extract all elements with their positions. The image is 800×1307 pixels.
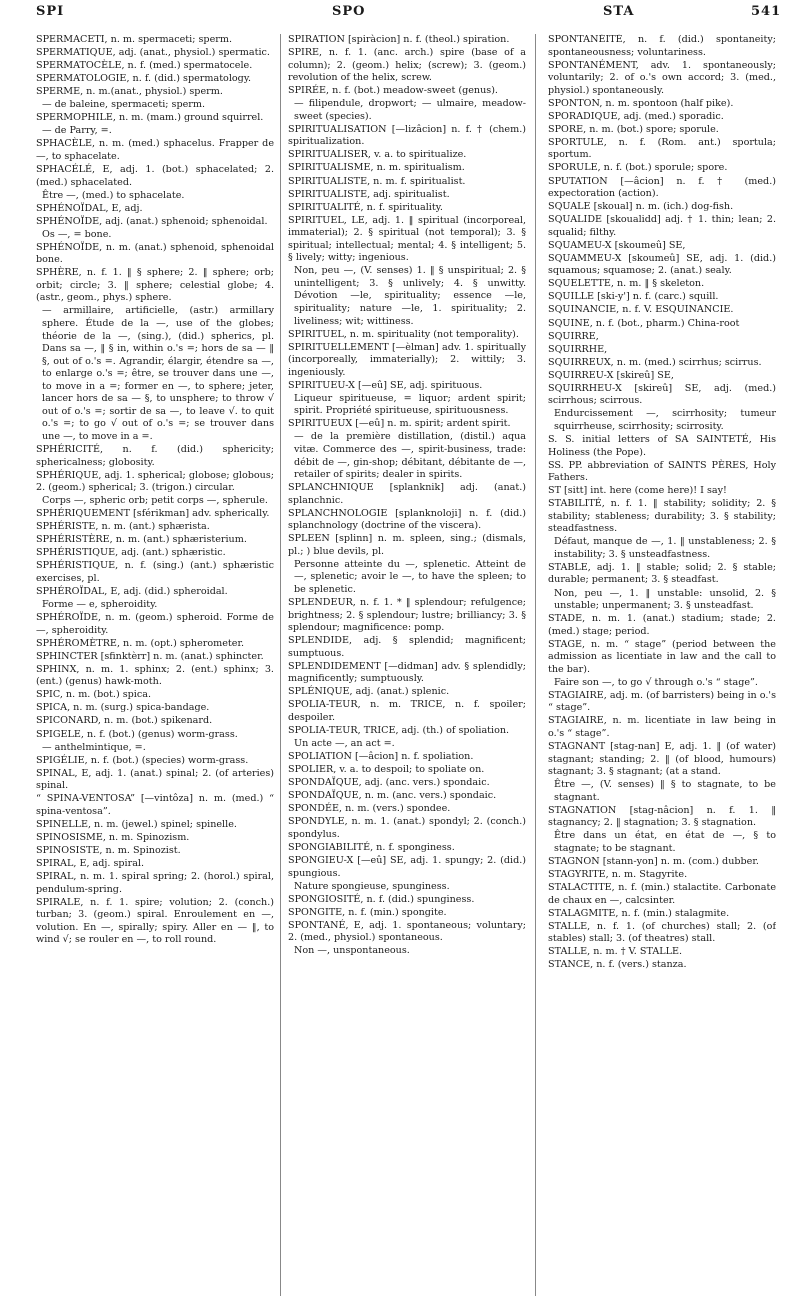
- dictionary-entry: Endurcissement —, scirrhosity; tumeur squirrheuse, scirrhosity; scirrosity.: [554, 408, 776, 432]
- dictionary-entry: SPLENDIDE, adj. § splendid; magnificent; sumptuous.: [288, 635, 526, 659]
- dictionary-entry: SPHÉRISTIQUE, n. f. (sing.) (ant.) sphæristic exercises, pl.: [36, 560, 274, 584]
- dictionary-entry: SPHACÉLÉ, E, adj. 1. (bot.) sphacelated; 2. (med.) sphacelated.: [36, 163, 274, 188]
- dictionary-entry: Forme — e, spheroidity.: [42, 599, 158, 611]
- dictionary-entry: STALACTITE, n. f. (min.) stalactite. Carbonate de chaux en —, calcsinter.: [548, 882, 776, 906]
- dictionary-entry: Être dans un état, en état de —, § to stagnate; to be stagnant.: [554, 830, 776, 854]
- dictionary-entry: SPIRE, n. f. 1. (anc. arch.) spire (base of a column); 2. (geom.) helix; (screw); 3. (geom.) revolution of the helix, screw.: [288, 47, 526, 84]
- dictionary-entry: SPUTATION [—âcion] n. f. † (med.) expectoration (action).: [548, 175, 776, 200]
- column-divider: [535, 34, 536, 1296]
- dictionary-entry: Nature spongieuse, spunginess.: [294, 880, 450, 892]
- dictionary-entry: SPIRAL, n. m. 1. spiral spring; 2. (horol.) spiral, pendulum-spring.: [36, 871, 274, 895]
- dictionary-entry: SPHÉRISTE, n. m. (ant.) sphæristа.: [36, 521, 210, 533]
- dictionary-entry: SPHÉROÏDAL, E, adj. (did.) spheroidal.: [36, 586, 228, 598]
- dictionary-entry: SPLENDIDEMENT [—didman] adv. § splendidly; magnificently; sumptuously.: [288, 660, 526, 685]
- dictionary-entry: SPONDYLE, n. m. 1. (anat.) spondyl; 2. (conch.) spondylus.: [288, 816, 526, 840]
- dictionary-entry: SQUIRREUX, n. m. (med.) scirrhus; scirrus.: [548, 356, 762, 368]
- dictionary-entry: SPONGITE, n. f. (min.) spongite.: [288, 906, 447, 918]
- dictionary-entry: Non, peu —, 1. ‖ unstable: unsolid, 2. § unstable; unpermanent; 3. § unsteadfast.: [554, 587, 776, 612]
- dictionary-entry: STAGNATION [stag-nâcion] n. f. 1. ‖ stagnancy; 2. ‖ stagnation; 3. § stagnation.: [548, 804, 776, 829]
- dictionary-entry: STAGYRITE, n. m. Stagyrite.: [548, 869, 688, 881]
- dictionary-entry: SPLEEN [splinn] n. m. spleen, sing.; (dismals, pl.; ) blue devils, pl.: [288, 533, 526, 557]
- dictionary-entry: — de Parry, =.: [42, 125, 112, 137]
- dictionary-entry: STAGE, n. m. “ stage” (period between the admission as licentiate in law and the call to the bar).: [548, 638, 776, 675]
- dictionary-entry: SPICA, n. m. (surg.) spica-bandage.: [36, 702, 210, 714]
- dictionary-entry: S. S. initial letters of SA SAINTETÉ, His Holiness (the Pope).: [548, 433, 776, 458]
- dictionary-entry: STAGNON [stann-yon] n. m. (com.) dubber.: [548, 856, 759, 867]
- dictionary-entry: SPLANCHNOLOGIE [splanknoloji] n. f. (did.) splanchnology (doctrine of the viscera).: [288, 507, 526, 532]
- dictionary-entry: SPIRITUALISATION [—lizâcion] n. f. † (chem.) spiritualization.: [288, 123, 526, 148]
- dictionary-entry: SPONGIOSITÉ, n. f. (did.) spunginess.: [288, 893, 475, 905]
- dictionary-entry: SPHÉRISTÈRE, n. m. (ant.) sphæristerium.: [36, 534, 247, 546]
- dictionary-entry: “ SPINA-VENTOSA” [—vintôza] n. m. (med.) “ spina-ventosa”.: [36, 793, 274, 817]
- dictionary-entry: SPIRITUEU-X [—eû] SE, adj. spirituous.: [288, 379, 483, 391]
- dictionary-entry: SPONDAÏQUE, n. m. (anc. vers.) spondaic.: [288, 790, 497, 802]
- dictionary-entry: SPIRITUALISER, v. a. to spiritualize.: [288, 149, 467, 161]
- dictionary-entry: SPERME, n. m.(anat., physiol.) sperm.: [36, 86, 223, 98]
- page-number: 541: [751, 4, 782, 19]
- dictionary-entry: STAGIAIRE, n. m. licentiate in law being in o.'s “ stage”.: [548, 715, 776, 740]
- dictionary-entry: SPIRÉE, n. f. (bot.) meadow-sweet (genus).: [288, 85, 498, 97]
- dictionary-entry: SPONGIABILITÉ, n. f. sponginess.: [288, 841, 455, 853]
- dictionary-entry: SPONTON, n. m. spontoon (half pike).: [548, 97, 734, 109]
- dictionary-entry: SPHÉNOÏDE, adj. (anat.) sphenoid; sphenoidal.: [36, 215, 268, 227]
- dictionary-entry: SQUALIDE [skoualidd] adj. † 1. thin; lean; 2. squalid; filthy.: [548, 214, 776, 238]
- dictionary-entry: Être —, (med.) to sphacelate.: [42, 189, 185, 201]
- dictionary-entry: SPIRALE, n. f. 1. spire; volution; 2. (conch.) turban; 3. (geom.) spiral. Enroulement en —, volution. En —, spirally; spiry. Aller en — ‖, to wind √; se rouler en —, to roll round.: [36, 896, 274, 946]
- dictionary-entry: SPHÉRIQUEMENT [sférikman] adv. spherically.: [36, 508, 270, 520]
- dictionary-entry: SPHÉRIQUE, adj. 1. spherical; globose; globous; 2. (geom.) spherical; 3. (trigon.) circular.: [36, 469, 274, 494]
- dictionary-entry: SPONTANÉ, E, adj. 1. spontaneous; voluntary; 2. (med., physiol.) spontaneous.: [288, 919, 526, 944]
- dictionary-entry: SQUINE, n. f. (bot., pharm.) China-root: [548, 317, 740, 329]
- dictionary-entry: STALLE, n. m. † V. STALLE.: [548, 946, 683, 958]
- dictionary-entry: SPINOSISTE, n. m. Spinozist.: [36, 844, 181, 856]
- dictionary-entry: Corps —, spheric orb; petit corps —, spherule.: [42, 495, 268, 507]
- dictionary-entry: SPINAL, E, adj. 1. (anat.) spinal; 2. (of arteries) spinal.: [36, 767, 274, 792]
- dictionary-entry: STAGNANT [stag-nan] E, adj. 1. ‖ (of water) stagnant; standing; 2. ‖ (of blood, humours) stagnant; 3. § stagnant; (at a stand.: [548, 741, 776, 778]
- dictionary-entry: SPORULE, n. f. (bot.) sporule; spore.: [548, 162, 728, 174]
- dictionary-entry: SPHACÈLE, n. m. (med.) sphacelus. Frapper de —, to sphacelate.: [36, 138, 274, 162]
- dictionary-entry: SPERMATOCÈLE, n. f. (med.) spermatocele.: [36, 60, 253, 72]
- dictionary-entry: SQUAMEU-X [skoumeû] SE,: [548, 239, 686, 251]
- dictionary-entry: SPOLIA-TEUR, TRICE, adj. (th.) of spoliation.: [288, 725, 510, 737]
- dictionary-entry: SPHÉNOÏDAL, E, adj.: [36, 202, 143, 214]
- dictionary-entry: SQUIRREU-X [skireû] SE,: [548, 369, 674, 381]
- dictionary-entry: SPORADIQUE, adj. (med.) sporadic.: [548, 110, 724, 122]
- dictionary-entry: SS. PP. abbreviation of SAINTS PÈRES, Holy Fathers.: [548, 459, 776, 484]
- dictionary-entry: Faire son —, to go √ through o.'s “ stage”.: [554, 676, 758, 688]
- dictionary-entry: SPERMACETI, n. m. spermaceti; sperm.: [36, 34, 232, 45]
- running-head-left: SPI: [36, 4, 65, 19]
- dictionary-entry: SPINOSISME, n. m. Spinozism.: [36, 831, 190, 843]
- dictionary-entry: SPINELLE, n. m. (jewel.) spinel; spinelle.: [36, 818, 237, 830]
- dictionary-entry: STALAGMITE, n. f. (min.) stalagmite.: [548, 907, 730, 919]
- dictionary-entry: — filipendule, dropwort; — ulmaire, meadow-sweet (species).: [294, 98, 526, 122]
- dictionary-entry: SPONDÉE, n. m. (vers.) spondee.: [288, 803, 451, 815]
- dictionary-entry: SPIRITUELLEMENT [—èlman] adv. 1. spiritually (incorporeally, immaterially); 2. wittily; 3. ingeniously.: [288, 341, 526, 378]
- dictionary-column-2: [288, 34, 526, 1300]
- dictionary-entry: SPIRITUALISTE, n. m. f. spiritualist.: [288, 175, 466, 187]
- dictionary-entry: SPIRITUEL, n. m. spirituality (not temporality).: [288, 328, 519, 340]
- dictionary-entry: SPHÉRISTIQUE, adj. (ant.) sphæristic.: [36, 547, 226, 559]
- dictionary-entry: ST [sitt] int. here (come here)! I say!: [548, 485, 727, 497]
- dictionary-entry: SPOLIA-TEUR, n. m. TRICE, n. f. spoiler; despoiler.: [288, 699, 526, 723]
- dictionary-entry: SPHINCTER [sfinktèrr] n. m. (anat.) sphincter.: [36, 650, 264, 662]
- dictionary-entry: SPONTANÉMENT, adv. 1. spontaneously; voluntarily; 2. of o.'s own accord; 3. (med., physiol.) spontaneously.: [548, 59, 776, 96]
- dictionary-entry: SPONGIEU-X [—eû] SE, adj. 1. spungy; 2. (did.) spungious.: [288, 855, 526, 879]
- dictionary-entry: SPIRITUALISME, n. m. spiritualism.: [288, 162, 465, 174]
- dictionary-entry: SQUELETTE, n. m. ‖ § skeleton.: [548, 278, 705, 290]
- dictionary-entry: — anthelmintique, =.: [42, 741, 146, 753]
- dictionary-entry: SPIRITUALITÉ, n. f. spirituality.: [288, 201, 443, 213]
- dictionary-entry: SPHÉROÏDE, n. m. (geom.) spheroid. Forme de —, spheroidity.: [36, 612, 274, 636]
- dictionary-entry: SPIGÉLIE, n. f. (bot.) (species) worm-grass.: [36, 754, 249, 766]
- dictionary-entry: SPORE, n. m. (bot.) spore; sporule.: [548, 123, 719, 135]
- dictionary-entry: SQUIRRE,: [548, 330, 599, 342]
- dictionary-entry: SPIRITUALISTE, adj. spiritualist.: [288, 188, 450, 200]
- dictionary-entry: SPHÉRICITÉ, n. f. (did.) sphericity; sphericalness; globosity.: [36, 444, 274, 468]
- dictionary-entry: SPHÉROMÈTRE, n. m. (opt.) spherometer.: [36, 637, 245, 649]
- dictionary-entry: SPONTANÉITÉ, n. f. (did.) spontaneity; spontaneousness; voluntariness.: [548, 34, 776, 58]
- dictionary-entry: SPHÈRE, n. f. 1. ‖ § sphere; 2. ‖ sphere; orb; orbit; circle; 3. ‖ sphere; celestial globe; 4. (astr., geom., phys.) sphere.: [36, 267, 274, 304]
- running-head-right: STA: [603, 4, 635, 19]
- dictionary-entry: Un acte —, an act =.: [294, 738, 395, 750]
- dictionary-entry: SQUIRRHE,: [548, 343, 608, 355]
- dictionary-entry: SQUIRRHEU-X [skireû] SE, adj. (med.) scirrhous; scirrous.: [548, 382, 776, 407]
- dictionary-entry: SPIGELE, n. f. (bot.) (genus) worm-grass.: [36, 728, 238, 740]
- dictionary-entry: SPORTULE, n. f. (Rom. ant.) sportula; sportum.: [548, 136, 776, 161]
- dictionary-entry: SPIRITUEL, LE, adj. 1. ‖ spiritual (incorporeal, immaterial); 2. § spiritual (not temporal); 3. § spiritual; intellectual; mental; 4. § intelligent; 5. § lively; witty; ingenious.: [288, 214, 526, 264]
- dictionary-entry: SQUAMMEU-X [skoumeû] SE, adj. 1. (did.) squamous; squamose; 2. (anat.) sealy.: [548, 252, 776, 277]
- dictionary-entry: SPIRATION [spiràcion] n. f. (theol.) spiration.: [288, 34, 510, 45]
- dictionary-column-3: [548, 34, 776, 1300]
- dictionary-entry: Personne atteinte du —, splenetic. Atteint de —, splenetic; avoir le —, to have the spleen; to be splenetic.: [294, 558, 526, 596]
- dictionary-entry: STANCE, n. f. (vers.) stanza.: [548, 959, 687, 971]
- dictionary-entry: SPIRAL, E, adj. spiral.: [36, 858, 145, 869]
- dictionary-column-1: [36, 34, 274, 1300]
- dictionary-entry: SPERMATIQUE, adj. (anat., physiol.) spermatic.: [36, 47, 270, 59]
- dictionary-entry: SPHÉNOÏDE, n. m. (anat.) sphenoid, sphenoidal bone.: [36, 241, 274, 266]
- dictionary-entry: SPICONARD, n. m. (bot.) spikenard.: [36, 715, 213, 727]
- dictionary-entry: SPOLIER, v. a. to despoil; to spoliate on.: [288, 764, 485, 776]
- dictionary-entry: Être —, (V. senses) ‖ § to stagnate, to be stagnant.: [554, 779, 776, 803]
- dictionary-entry: SQUALE [skoual] n. m. (ich.) dog-fish.: [548, 201, 734, 213]
- dictionary-entry: STABILITÉ, n. f. 1. ‖ stability; solidity; 2. § stability; stableness; durability; 3. § stability; steadfastness.: [548, 498, 776, 535]
- dictionary-entry: SPIRITUEUX [—eû] n. m. spirit; ardent spirit.: [288, 418, 511, 430]
- dictionary-entry: — de baleine, spermaceti; sperm.: [42, 99, 206, 111]
- running-head-center: SPO: [332, 4, 366, 19]
- column-divider: [280, 34, 281, 1296]
- dictionary-entry: SPONDAÏQUE, adj. (anc. vers.) spondaic.: [288, 777, 490, 789]
- dictionary-entry: STALLE, n. f. 1. (of churches) stall; 2. (of stables) stall; 3. (of theatres) stall.: [548, 920, 776, 945]
- dictionary-entry: STABLE, adj. 1. ‖ stable; solid; 2. § stable; durable; permanent; 3. § steadfast.: [548, 561, 776, 586]
- dictionary-entry: SPERMATOLOGIE, n. f. (did.) spermatology.: [36, 73, 252, 85]
- dictionary-entry: Non —, unspontaneous.: [294, 945, 410, 957]
- dictionary-entry: STADE, n. m. 1. (anat.) stadium; stade; 2. (med.) stage; period.: [548, 613, 776, 637]
- dictionary-entry: SPLANCHNIQUE [splanknik] adj. (anat.) splanchnic.: [288, 482, 526, 506]
- dictionary-entry: STAGIAIRE, adj. m. (of barristers) being in o.'s “ stage”.: [548, 689, 776, 714]
- dictionary-entry: Os —, = bone.: [42, 228, 112, 240]
- dictionary-entry: SPERMOPHILE, n. m. (mam.) ground squirrel.: [36, 112, 264, 124]
- dictionary-entry: Non, peu —, (V. senses) 1. ‖ § unspiritual; 2. § unintelligent; 3. § unlively; 4. § unwitty. Dévotion —le, spirituality; essence —le, spirituality; nature —le, 1. spirituality; 2. liveliness; wit; wittiness.: [294, 265, 526, 327]
- dictionary-entry: Liqueur spiritueuse, = liquor; ardent spirit; spirit. Propriété spiritueuse, spirituousness.: [294, 392, 526, 417]
- dictionary-entry: — armillaire, artificielle, (astr.) armillary sphere. Étude de la —, use of the globes; théorie de la —, (sing.), (did.) spherics, pl. Dans sa —, ‖ § in, within o.'s =; hors de sa — ‖ §, out of o.'s =. Agrandir, élargir, étendre sa —, to enlarge o.'s =; être, se trouver dans une —, to move in a =; former en —, to sphere; jeter, lancer hors de sa — §, to unsphere; to throw √ out of o.'s =; sortir de sa —, to leave √. to quit o.'s =; to go √ out of o.'s =; se trouver dans une —, to move in a =.: [42, 305, 274, 442]
- dictionary-entry: Défaut, manque de —, 1. ‖ unstableness; 2. § instability; 3. § unsteadfastness.: [554, 536, 776, 560]
- dictionary-entry: SQUILLE [ski-y'] n. f. (carc.) squill.: [548, 291, 719, 303]
- dictionary-entry: SQUINANCIE, n. f. V. ESQUINANCIE.: [548, 304, 734, 316]
- dictionary-entry: — de la première distillation, (distil.) aqua vitæ. Commerce des —, spirit-business, trade: débit de —, gin-shop; débitant, débitante de —, retailer of spirits; dealer in spirits.: [294, 431, 526, 481]
- dictionary-entry: SPIC, n. m. (bot.) spica.: [36, 689, 152, 701]
- dictionary-entry: SPLENDEUR, n. f. 1. * ‖ splendour; refulgence; brightness; 2. § splendour; lustre; brilliancy; 3. § splendour; magnificence: pomp.: [288, 597, 526, 634]
- dictionary-entry: SPHINX, n. m. 1. sphinx; 2. (ent.) sphinx; 3. (ent.) (genus) hawk-moth.: [36, 663, 274, 688]
- dictionary-entry: SPLÉNIQUE, adj. (anat.) splenic.: [288, 686, 450, 698]
- dictionary-entry: SPOLIATION [—âcion] n. f. spoliation.: [288, 751, 474, 763]
